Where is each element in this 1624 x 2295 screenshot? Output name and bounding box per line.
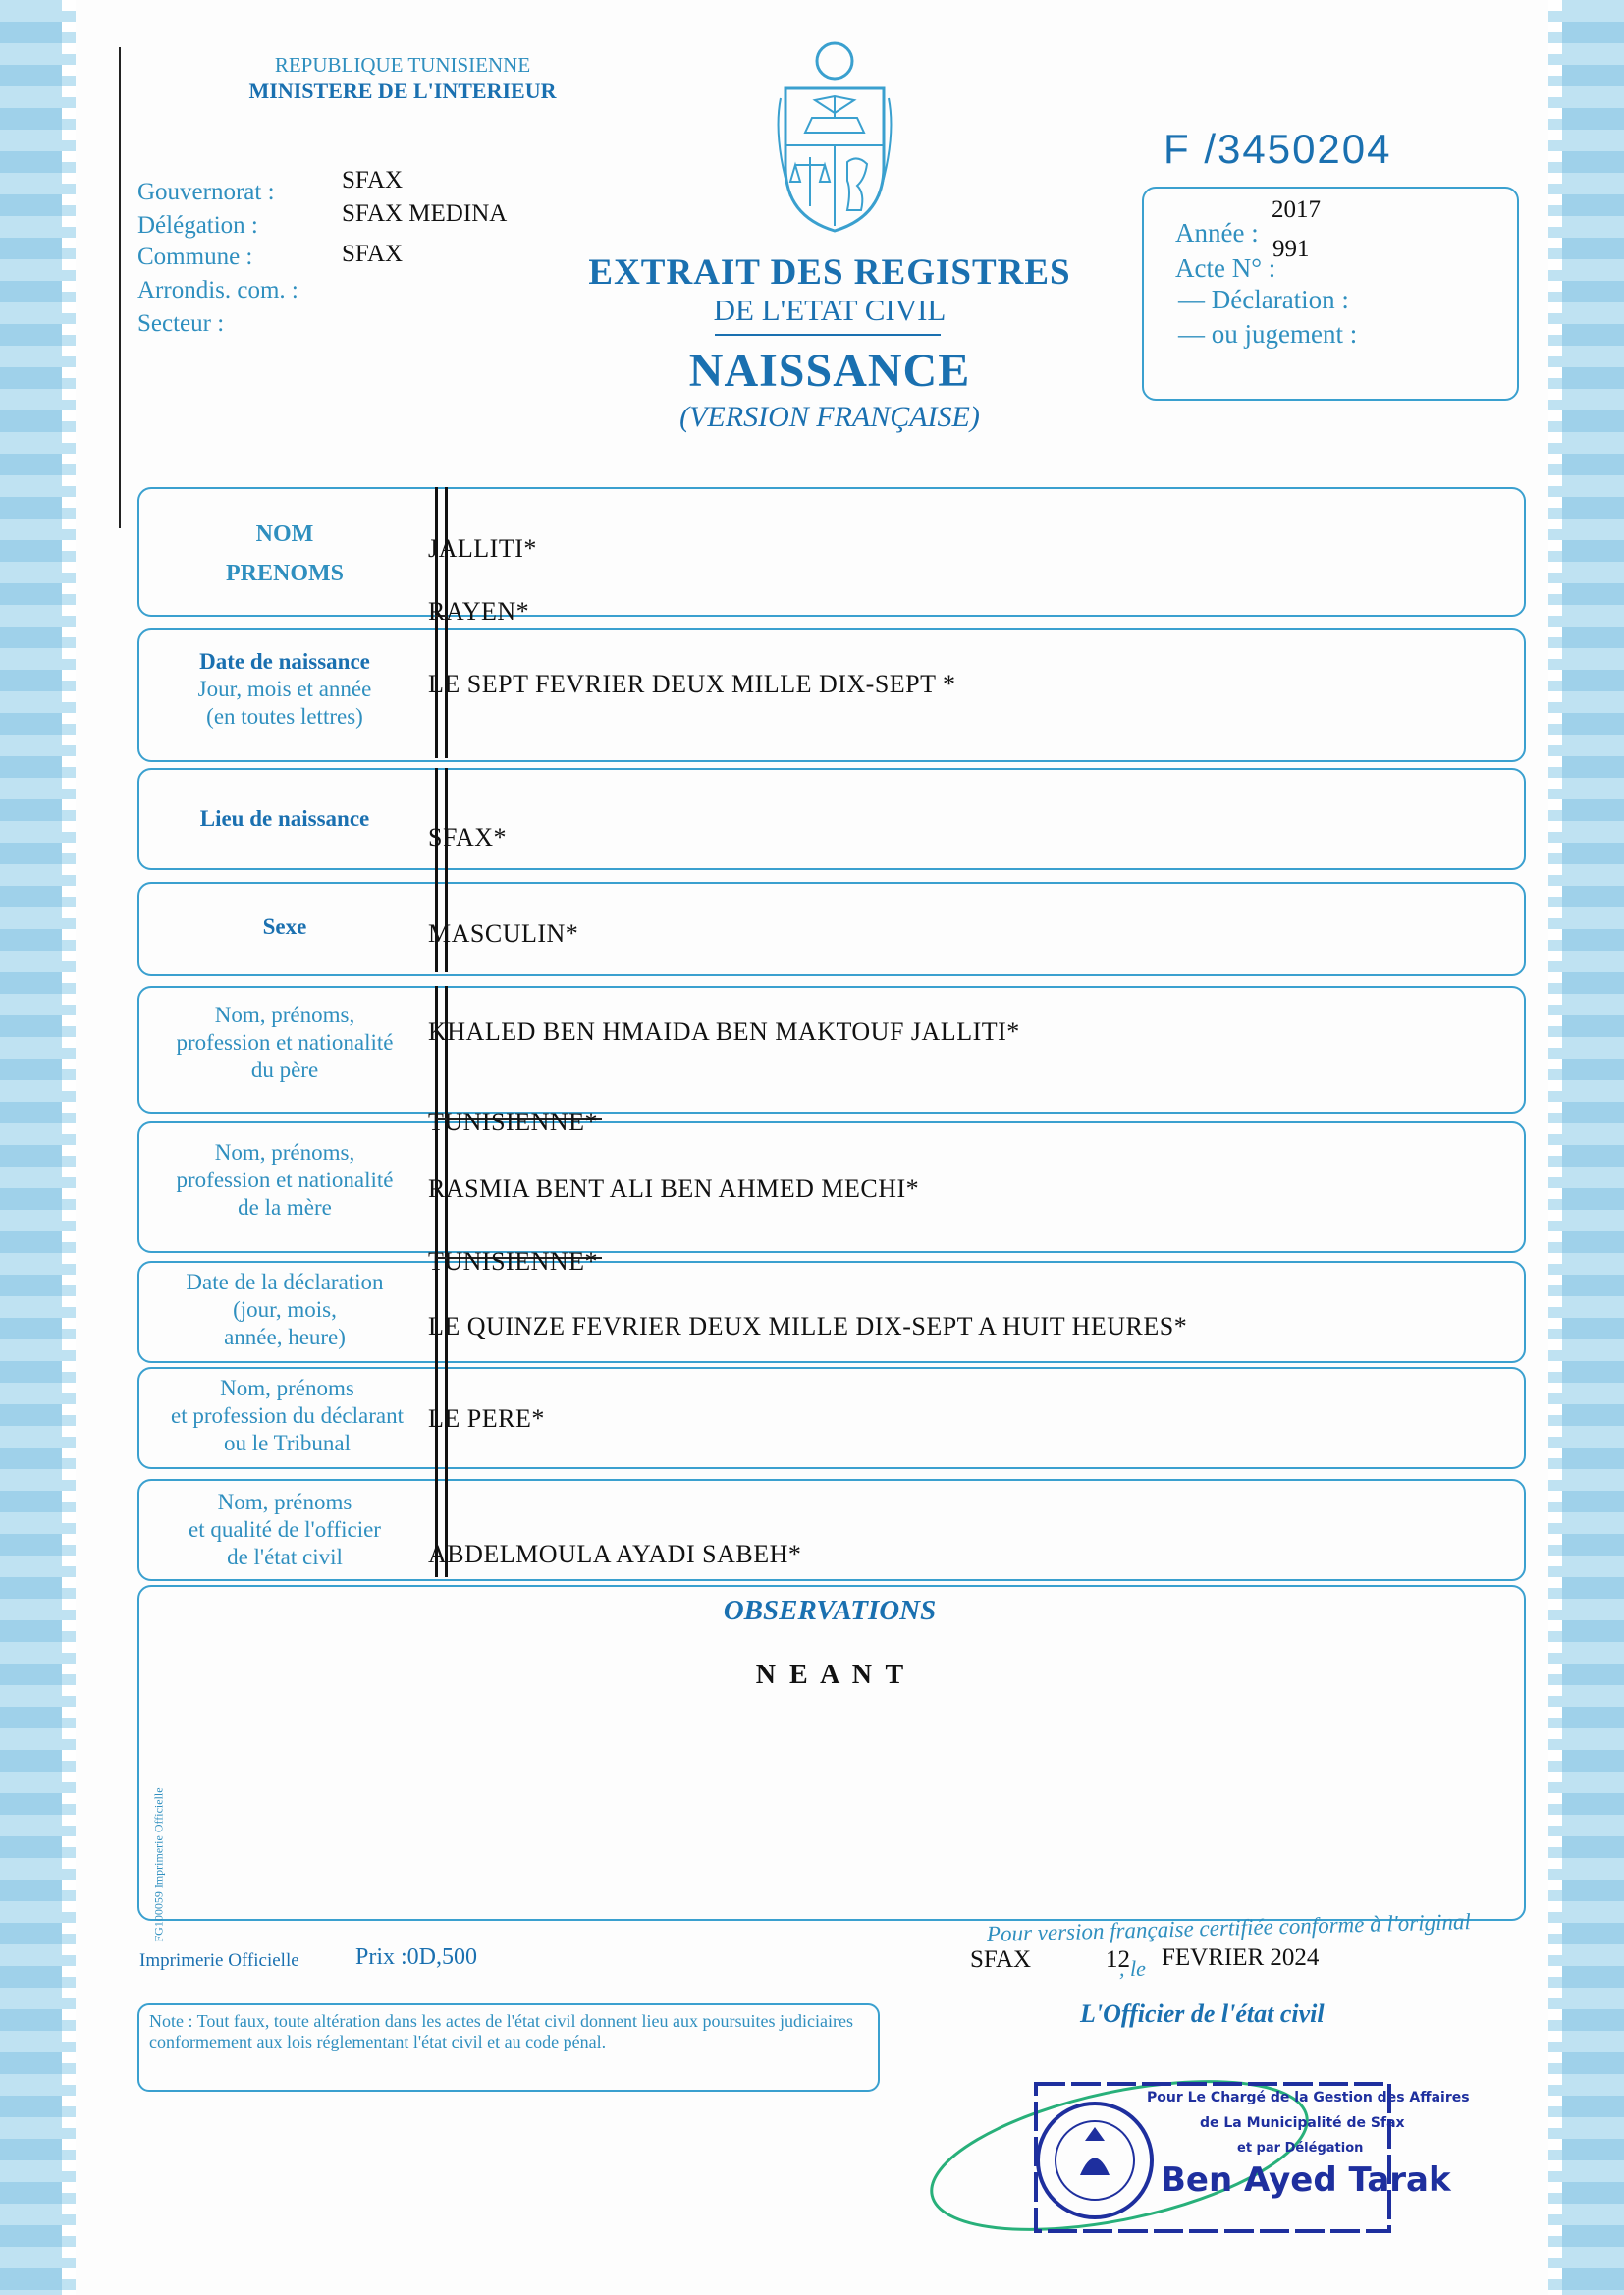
declaration-date-label-line3: année, heure) xyxy=(224,1325,346,1349)
annee-value: 2017 xyxy=(1272,196,1321,223)
acte-number-value: 991 xyxy=(1272,236,1310,262)
declarant-label xyxy=(142,1375,432,1457)
column-divider-5 xyxy=(435,986,438,1577)
officier-signature-title: L'Officier de l'état civil xyxy=(1080,1999,1325,2028)
dob-label-line2: Jour, mois et année xyxy=(197,677,372,701)
sexe-label: Sexe xyxy=(262,914,307,939)
mere-label xyxy=(142,1139,427,1222)
officier-label-line3: de l'état civil xyxy=(227,1545,343,1569)
declaration-date-label-line1: Date de la déclaration xyxy=(186,1270,384,1294)
ministry-heading: MINISTERE DE L'INTERIEUR xyxy=(248,79,557,103)
right-border-pattern xyxy=(1555,0,1624,2295)
legal-note: Note : Tout faux, toute altération dans les actes de l'état civil donnent lieu aux poursuites judiciaires conformement aux lois réglementant l'état civil et au code pénal. xyxy=(149,2011,853,2051)
pere-value: KHALED BEN HMAIDA BEN MAKTOUF JALLITI* xyxy=(428,1017,1020,1046)
declaration-date-label xyxy=(142,1269,427,1351)
mere-value: RASMIA BENT ALI BEN AHMED MECHI* xyxy=(428,1175,920,1203)
document-subtitle: DE L'ETAT CIVIL xyxy=(713,293,947,327)
declarant-value: LE PERE* xyxy=(428,1404,545,1433)
annee-label: Année : xyxy=(1175,218,1259,247)
observations-title: OBSERVATIONS xyxy=(723,1595,937,1626)
observations-value: N E A N T xyxy=(755,1660,904,1690)
row-nom-box xyxy=(137,487,1526,617)
commune-value: SFAX xyxy=(342,241,404,267)
declarant-label-line1: Nom, prénoms xyxy=(220,1376,354,1400)
pere-label xyxy=(142,1002,427,1084)
officier-value: ABDELMOULA AYADI SABEH* xyxy=(428,1540,802,1568)
stamp-line1: Pour Le Chargé de la Gestion des Affaires xyxy=(1147,2090,1470,2105)
declaration-date-value: LE QUINZE FEVRIER DEUX MILLE DIX-SEPT A HUIT HEURES* xyxy=(428,1312,1188,1340)
margin-rule xyxy=(119,47,121,528)
imprimerie-label: Imprimerie Officielle xyxy=(139,1950,299,1971)
sexe-value: MASCULIN* xyxy=(428,919,579,948)
pere-label-line3: du père xyxy=(250,1058,319,1082)
title-underline xyxy=(715,334,941,336)
stamp-line3: et par Délégation xyxy=(1237,2141,1364,2156)
declaration-label: — Déclaration : xyxy=(1178,285,1349,314)
certified-statement: Pour version française certifiée conforme à l'original xyxy=(986,1909,1472,1946)
left-border-pattern xyxy=(0,0,69,2295)
printer-side-code: FG100059 Imprimerie Officielle xyxy=(151,1787,166,1942)
acte-number-label: Acte N° : xyxy=(1175,253,1276,283)
gouvernorat-value: SFAX xyxy=(342,167,404,193)
secteur-label: Secteur : xyxy=(137,310,225,337)
issue-le-label: , le xyxy=(1119,1956,1146,1981)
officier-label-line1: Nom, prénoms xyxy=(217,1490,352,1514)
mere-label-line1: Nom, prénoms, xyxy=(214,1140,355,1165)
dob-label-line3: (en toutes lettres) xyxy=(206,704,363,729)
delegation-label: Délégation : xyxy=(137,212,258,239)
serial-number: F /3450204 xyxy=(1164,126,1392,172)
nom-label: NOM xyxy=(255,521,314,547)
pere-label-line2: profession et nationalité xyxy=(176,1030,394,1055)
mere-label-line3: de la mère xyxy=(238,1195,332,1220)
naissance-title: NAISSANCE xyxy=(688,345,971,397)
jugement-label: — ou jugement : xyxy=(1178,319,1358,349)
mere-label-line2: profession et nationalité xyxy=(176,1168,394,1192)
officier-label-line2: et qualité de l'officier xyxy=(189,1517,381,1542)
observations-box xyxy=(137,1585,1526,1921)
issue-day: 12 xyxy=(1106,1946,1130,1973)
gouvernorat-label: Gouvernorat : xyxy=(137,179,275,205)
dob-label xyxy=(142,648,427,731)
commune-label: Commune : xyxy=(137,244,253,270)
pere-nationality-value: TUNISIENNE* xyxy=(428,1108,599,1136)
officier-label xyxy=(142,1489,427,1571)
declarant-label-line2: et profession du déclarant xyxy=(171,1403,404,1428)
prenoms-label: PRENOMS xyxy=(226,561,344,586)
stamp-line2: de La Municipalité de Sfax xyxy=(1200,2115,1405,2131)
issue-city: SFAX xyxy=(970,1946,1032,1973)
dob-value: LE SEPT FEVRIER DEUX MILLE DIX-SEPT * xyxy=(428,670,956,698)
dob-label-line1: Date de naissance xyxy=(199,649,370,674)
prenoms-value: RAYEN* xyxy=(428,597,530,626)
document-title: EXTRAIT DES REGISTRES xyxy=(588,252,1071,293)
mere-nationality-value: TUNISIENNE* xyxy=(428,1247,599,1276)
tunisia-coat-of-arms xyxy=(771,39,898,236)
declaration-date-label-line2: (jour, mois, xyxy=(233,1297,337,1322)
version-label: (VERSION FRANÇAISE) xyxy=(679,401,980,433)
pere-label-line1: Nom, prénoms, xyxy=(214,1003,355,1027)
issue-month-year: FEVRIER 2024 xyxy=(1162,1944,1320,1971)
stamp-signatory-name: Ben Ayed Tarak xyxy=(1161,2160,1451,2200)
declarant-label-line3: ou le Tribunal xyxy=(223,1431,352,1455)
column-divider-6 xyxy=(445,986,448,1577)
republic-heading: REPUBLIQUE TUNISIENNE xyxy=(274,53,531,77)
lieu-label: Lieu de naissance xyxy=(199,806,370,831)
delegation-value: SFAX MEDINA xyxy=(342,200,508,227)
price-label: Prix :0D,500 xyxy=(355,1944,478,1970)
arrondissement-label: Arrondis. com. : xyxy=(137,277,298,303)
lieu-value: SFAX* xyxy=(428,823,508,851)
nom-value: JALLITI* xyxy=(428,534,537,563)
